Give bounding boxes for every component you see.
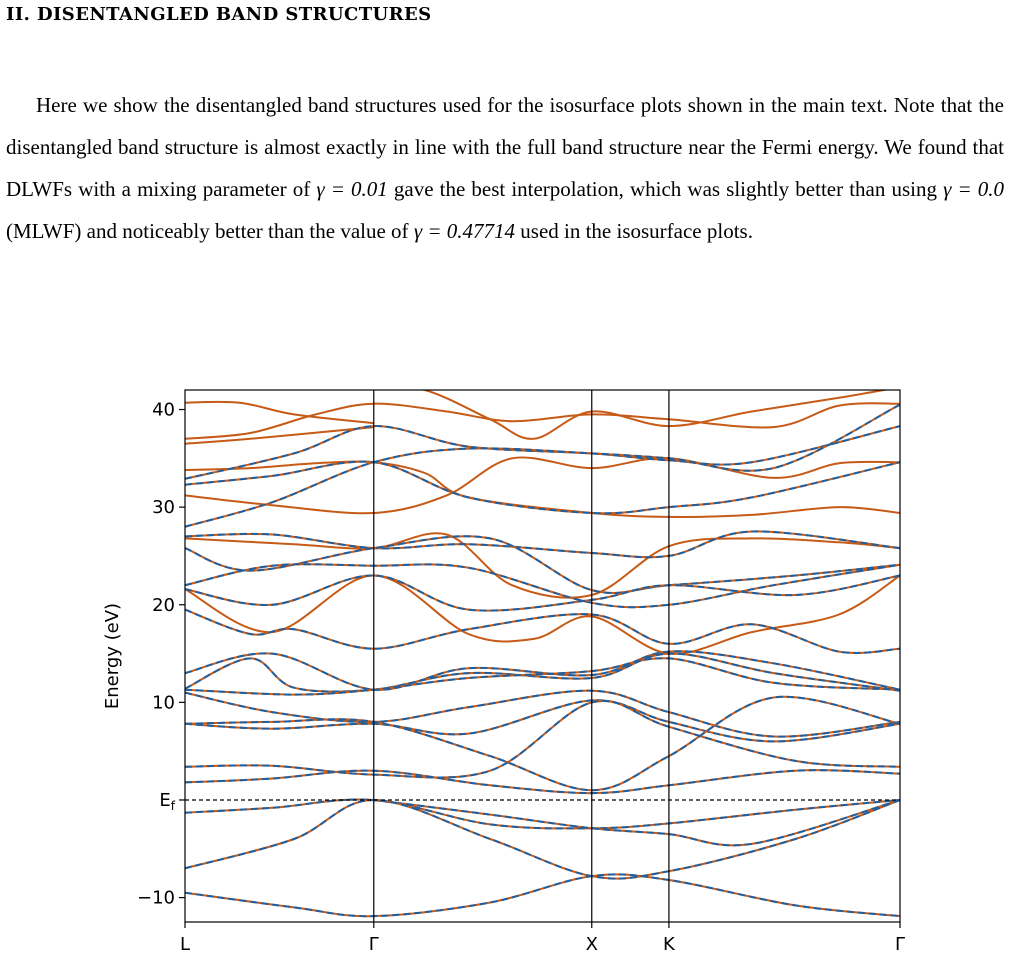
- y-axis-ticks: [137, 400, 185, 909]
- para-text-2: gave the best interpolation, which was slightly better than using: [387, 177, 944, 201]
- band-structure-chart: [0, 300, 1010, 958]
- full-band-23: [185, 770, 900, 793]
- disentangled-band-27: [185, 874, 900, 916]
- section-heading: II. DISENTANGLED BAND STRUCTURES: [6, 4, 432, 25]
- y-tick-label-4: 30: [152, 497, 175, 519]
- para-text-4: used in the isosurface plots.: [515, 219, 753, 243]
- y-tick-label-3: 20: [152, 594, 175, 616]
- para-text-1: Here we show the disentangled band structures used for the isosurface plots shown in the main text. Note that the disentangled band structure is almost exactly in line with the full band structure near the Fermi energy. We found that DLWFs with a mixing parameter of: [6, 93, 1004, 201]
- x-tick-label-1: Γ: [368, 934, 379, 955]
- plot-frame: [185, 390, 900, 922]
- full-band-14: [185, 575, 900, 610]
- full-band-7: [185, 575, 900, 653]
- full-band-24: [185, 799, 900, 828]
- gamma-value-1: γ = 0.01: [316, 177, 388, 201]
- y-tick-label-0: −10: [137, 887, 175, 909]
- full-band-1: [185, 403, 900, 439]
- full-band-3: [185, 427, 374, 444]
- x-tick-label-0: L: [179, 934, 191, 955]
- band-lines: [185, 387, 900, 916]
- x-tick-label-2: X: [585, 934, 598, 955]
- y-tick-label-5: 40: [152, 399, 175, 421]
- gamma-value-3: γ = 0.47714: [413, 219, 516, 243]
- disentangled-band-15: [185, 610, 900, 653]
- y-axis-label: Energy (eV): [102, 602, 123, 710]
- full-band-15: [185, 610, 900, 653]
- disentangled-band-24: [185, 799, 900, 828]
- para-text-3: (MLWF) and noticeably better than the value of: [6, 219, 414, 243]
- disentangled-band-8: [185, 462, 900, 514]
- x-axis-ticks: [180, 922, 905, 955]
- body-paragraph: [6, 84, 1004, 252]
- gamma-value-2: γ = 0.0: [943, 177, 1005, 201]
- disentangled-band-14: [185, 575, 900, 610]
- full-band-0: [185, 402, 374, 423]
- x-tick-label-3: K: [663, 934, 675, 955]
- y-tick-label-2: 10: [152, 692, 175, 714]
- full-band-27: [185, 874, 900, 916]
- y-tick-label-1: $E_f$: [159, 789, 175, 813]
- disentangled-band-26: [185, 800, 900, 879]
- x-tick-label-4: Γ: [894, 934, 906, 955]
